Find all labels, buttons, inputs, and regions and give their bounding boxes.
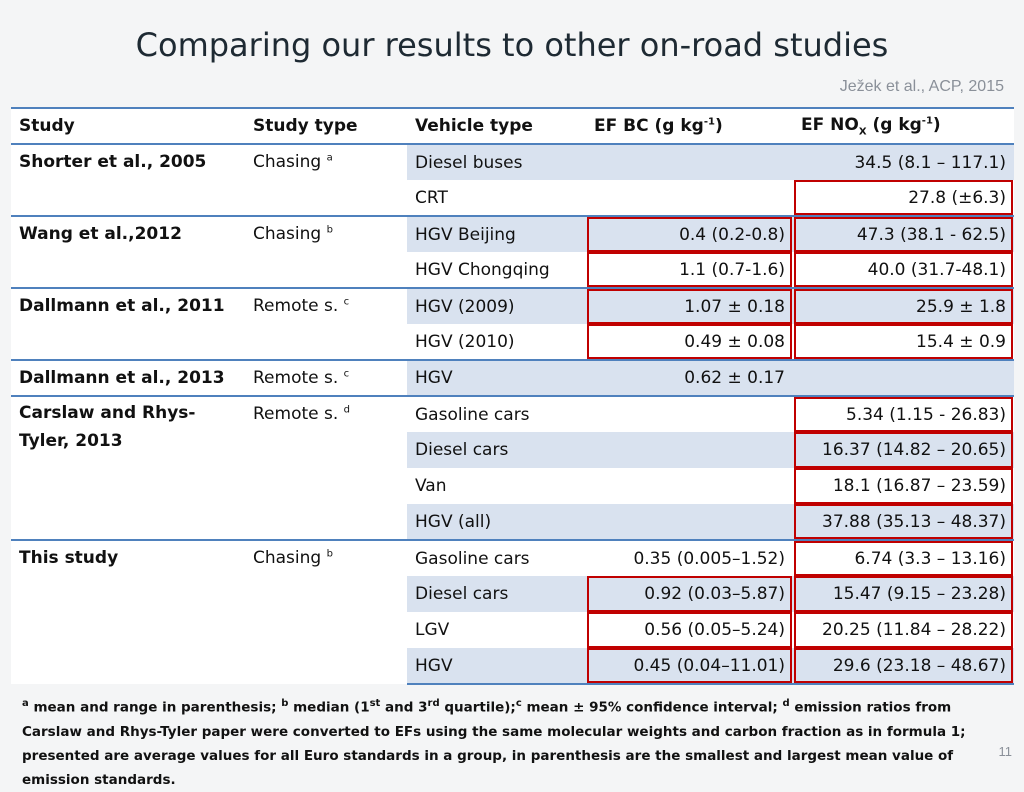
ef-nox-value: 15.47 (9.15 – 23.28) — [793, 576, 1014, 612]
study-type: Chasing $^b$ — [245, 216, 407, 288]
vehicle-type: Gasoline cars — [407, 396, 586, 432]
ef-bc-value: 0.62 ± 0.17 — [586, 360, 793, 396]
ef-bc-value: 0.4 (0.2-0.8) — [586, 216, 793, 252]
ef-nox-value: 18.1 (16.87 – 23.59) — [793, 468, 1014, 504]
ef-nox-value: 34.5 (8.1 – 117.1) — [793, 144, 1014, 180]
table-row — [11, 396, 1014, 432]
header-study-type: Study type — [245, 108, 407, 144]
vehicle-type: Gasoline cars — [407, 540, 586, 576]
vehicle-type: Diesel buses — [407, 144, 586, 180]
table-row — [11, 144, 1014, 180]
vehicle-type: CRT — [407, 180, 586, 216]
ef-bc-value: 1.1 (0.7-1.6) — [586, 252, 793, 288]
vehicle-type: HGV Chongqing — [407, 252, 586, 288]
header-ef-bc: EF BC (g $kg^{-1}$) — [586, 108, 793, 144]
ef-nox-value: 25.9 ± 1.8 — [793, 288, 1014, 324]
table-footnote: $^a$ mean and range in parenthesis; $^b$ median (1st and 3rd quartile);$^c$ mean ± 95% confidence interval; $^d$ emission ratios from Carslaw and Rhys-Tyler paper were converted to EFs using the same molecular weights and carbon fraction as in formula 1; presented are average values for all Euro standards in a group, in parenthesis are the smallest and largest mean value of emission standards. — [22, 698, 966, 788]
study-type: Remote s. $^c$ — [245, 288, 407, 360]
ef-nox-value: 16.37 (14.82 – 20.65) — [793, 432, 1014, 468]
comparison-table-wrap — [11, 107, 1014, 685]
study-name: Dallmann et al., 2011 — [11, 288, 245, 360]
ef-bc-value: 1.07 ± 0.18 — [586, 288, 793, 324]
study-name: Wang et al.,2012 — [11, 216, 245, 288]
vehicle-type: HGV (2009) — [407, 288, 586, 324]
ef-bc-value — [586, 432, 793, 468]
vehicle-type: HGV (2010) — [407, 324, 586, 360]
ef-bc-value: 0.35 (0.005–1.52) — [586, 540, 793, 576]
study-name: Carslaw and Rhys-Tyler, 2013 — [11, 396, 245, 540]
ef-bc-value: 0.56 (0.05–5.24) — [586, 612, 793, 648]
vehicle-type: Diesel cars — [407, 432, 586, 468]
page-number: 11 — [998, 744, 1012, 759]
ef-nox-value: 29.6 (23.18 – 48.67) — [793, 648, 1014, 684]
vehicle-type: HGV (all) — [407, 504, 586, 540]
header-study: Study — [11, 108, 245, 144]
ef-nox-value: 5.34 (1.15 - 26.83) — [793, 396, 1014, 432]
ef-nox-value: 15.4 ± 0.9 — [793, 324, 1014, 360]
study-type: Remote s. $^d$ — [245, 396, 407, 540]
study-type: Chasing $^b$ — [245, 540, 407, 684]
vehicle-type: Diesel cars — [407, 576, 586, 612]
ef-bc-value — [586, 396, 793, 432]
study-name: Shorter et al., 2005 — [11, 144, 245, 216]
ef-nox-value: 20.25 (11.84 – 28.22) — [793, 612, 1014, 648]
ef-nox-value: 47.3 (38.1 - 62.5) — [793, 216, 1014, 252]
study-type: Remote s. $^c$ — [245, 360, 407, 396]
ef-bc-value — [586, 504, 793, 540]
table-row — [11, 540, 1014, 576]
ef-bc-value — [586, 180, 793, 216]
header-vehicle-type: Vehicle type — [407, 108, 586, 144]
ef-nox-value: 37.88 (35.13 – 48.37) — [793, 504, 1014, 540]
ef-nox-value — [793, 360, 1014, 396]
table-header-row — [11, 108, 1014, 144]
vehicle-type: HGV — [407, 648, 586, 684]
comparison-table — [11, 107, 1014, 685]
vehicle-type: HGV Beijing — [407, 216, 586, 252]
study-type: Chasing $^a$ — [245, 144, 407, 216]
ef-nox-value: 27.8 (±6.3) — [793, 180, 1014, 216]
study-name: This study — [11, 540, 245, 684]
header-ef-nox: EF $NO_X$ (g $kg^{-1}$) — [793, 108, 1014, 144]
table-row — [11, 288, 1014, 324]
ef-bc-value — [586, 468, 793, 504]
ef-bc-value: 0.45 (0.04–11.01) — [586, 648, 793, 684]
ef-bc-value — [586, 144, 793, 180]
vehicle-type: HGV — [407, 360, 586, 396]
table-row — [11, 360, 1014, 396]
ef-nox-value: 6.74 (3.3 – 13.16) — [793, 540, 1014, 576]
table-row — [11, 216, 1014, 252]
study-name: Dallmann et al., 2013 — [11, 360, 245, 396]
slide-title: Comparing our results to other on-road studies — [135, 26, 889, 64]
citation: Ježek et al., ACP, 2015 — [839, 78, 1004, 95]
vehicle-type: Van — [407, 468, 586, 504]
ef-bc-value: 0.49 ± 0.08 — [586, 324, 793, 360]
ef-nox-value: 40.0 (31.7-48.1) — [793, 252, 1014, 288]
ef-bc-value: 0.92 (0.03–5.87) — [586, 576, 793, 612]
vehicle-type: LGV — [407, 612, 586, 648]
